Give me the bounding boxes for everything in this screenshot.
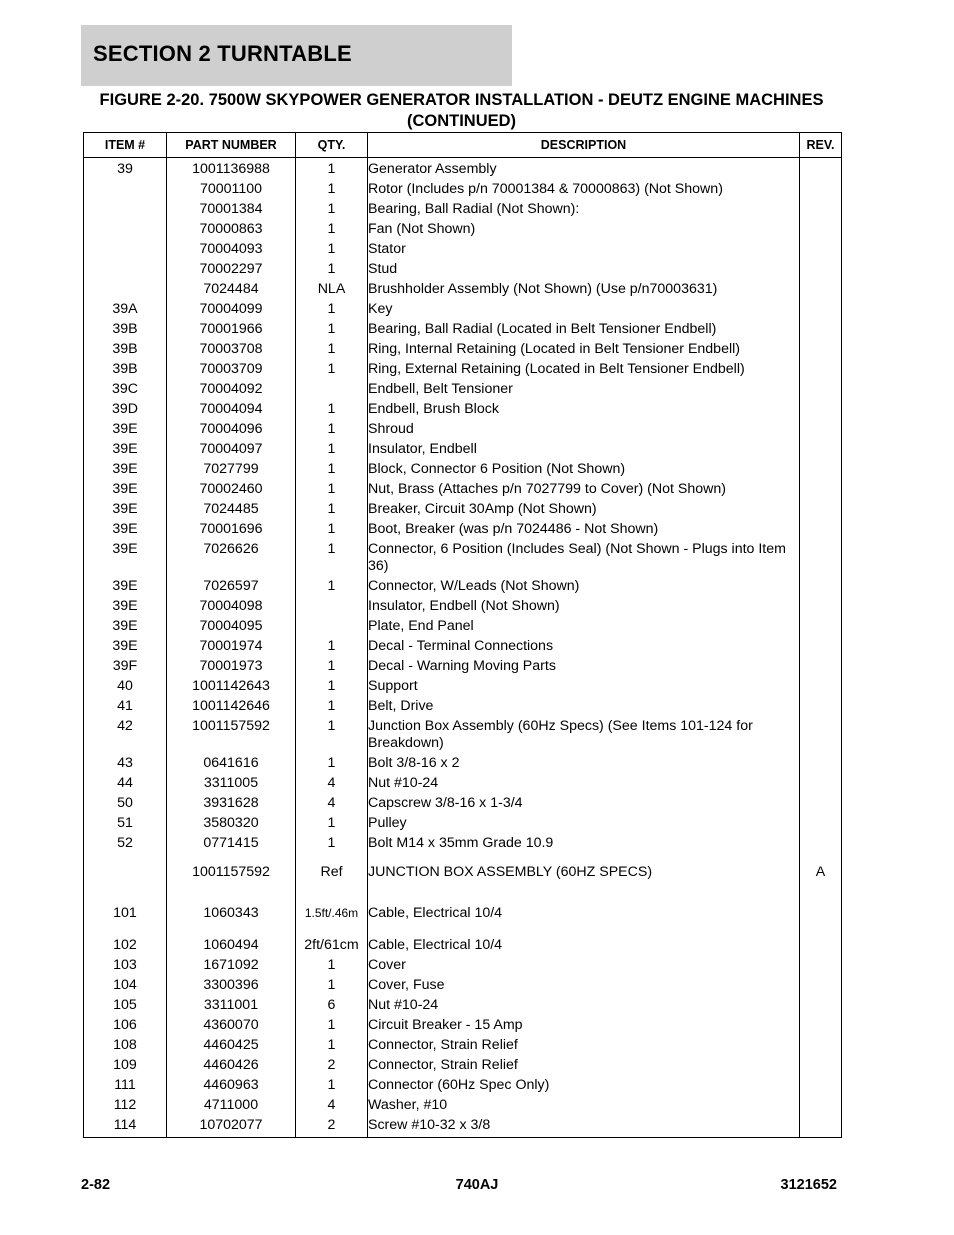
part-number-cell: 1001142643 (167, 675, 296, 695)
rev-cell (800, 615, 842, 635)
table-row (84, 1014, 842, 1034)
item-cell: 42 (84, 715, 167, 752)
part-number-cell: 3580320 (167, 812, 296, 832)
description-cell: Pulley (368, 812, 800, 832)
item-cell (84, 198, 167, 218)
column-header-part-number: PART NUMBER (167, 133, 296, 158)
part-number-cell: 70004092 (167, 378, 296, 398)
rev-cell (800, 258, 842, 278)
item-cell: 41 (84, 695, 167, 715)
qty-cell: 1 (296, 655, 368, 675)
rev-cell (800, 752, 842, 772)
qty-cell: 1 (296, 1074, 368, 1094)
part-number-cell: 70004098 (167, 595, 296, 615)
table-row (84, 458, 842, 478)
description-cell: Cover (368, 954, 800, 974)
rev-cell (800, 298, 842, 318)
rev-cell: A (800, 852, 842, 893)
qty-cell: 1 (296, 1034, 368, 1054)
item-cell (84, 238, 167, 258)
part-number-cell: 1060343 (167, 893, 296, 934)
item-cell (84, 178, 167, 198)
qty-cell: 4 (296, 792, 368, 812)
item-cell: 39E (84, 498, 167, 518)
table-row (84, 258, 842, 278)
item-cell: 111 (84, 1074, 167, 1094)
description-cell: Decal - Warning Moving Parts (368, 655, 800, 675)
item-cell: 39E (84, 518, 167, 538)
part-number-cell: 0641616 (167, 752, 296, 772)
description-cell: Bolt M14 x 35mm Grade 10.9 (368, 832, 800, 852)
description-cell: Connector, Strain Relief (368, 1054, 800, 1074)
rev-cell (800, 338, 842, 358)
column-header-qty: QTY. (296, 133, 368, 158)
qty-cell: 1 (296, 675, 368, 695)
rev-cell (800, 954, 842, 974)
qty-cell: 1 (296, 158, 368, 179)
description-cell: Block, Connector 6 Position (Not Shown) (368, 458, 800, 478)
rev-cell (800, 1054, 842, 1074)
item-cell: 104 (84, 974, 167, 994)
qty-cell: 2 (296, 1114, 368, 1134)
item-cell: 39E (84, 635, 167, 655)
table-row (84, 538, 842, 575)
qty-cell: 1 (296, 218, 368, 238)
table-row (84, 198, 842, 218)
item-cell: 39E (84, 438, 167, 458)
table-row (84, 1054, 842, 1074)
item-cell: 40 (84, 675, 167, 695)
description-cell: Junction Box Assembly (60Hz Specs) (See Items 101-124 for Breakdown) (368, 715, 800, 752)
qty-cell: 1 (296, 832, 368, 852)
table-row (84, 378, 842, 398)
table-row (84, 715, 842, 752)
item-cell: 102 (84, 934, 167, 954)
table-row (84, 752, 842, 772)
table-row (84, 398, 842, 418)
rev-cell (800, 278, 842, 298)
footer-page-number: 2-82 (81, 1177, 111, 1193)
part-number-cell: 3931628 (167, 792, 296, 812)
table-row (84, 575, 842, 595)
table-row (84, 595, 842, 615)
description-cell: Endbell, Belt Tensioner (368, 378, 800, 398)
part-number-cell: 4711000 (167, 1094, 296, 1114)
part-number-cell: 1001142646 (167, 695, 296, 715)
item-cell: 114 (84, 1114, 167, 1134)
rev-cell (800, 635, 842, 655)
item-cell: 39E (84, 615, 167, 635)
table-row (84, 358, 842, 378)
part-number-cell: 1060494 (167, 934, 296, 954)
part-number-cell: 70004095 (167, 615, 296, 635)
part-number-cell: 3311005 (167, 772, 296, 792)
rev-cell (800, 438, 842, 458)
rev-cell (800, 218, 842, 238)
description-cell: Connector (60Hz Spec Only) (368, 1074, 800, 1094)
item-cell (84, 852, 167, 893)
table-row (84, 1114, 842, 1134)
item-cell: 39E (84, 478, 167, 498)
filler-cell (84, 1134, 167, 1137)
item-cell: 52 (84, 832, 167, 852)
rev-cell (800, 198, 842, 218)
description-cell: Circuit Breaker - 15 Amp (368, 1014, 800, 1034)
description-cell: Bearing, Ball Radial (Not Shown): (368, 198, 800, 218)
qty-cell: 1 (296, 575, 368, 595)
qty-cell: 4 (296, 1094, 368, 1114)
part-number-cell: 70004097 (167, 438, 296, 458)
qty-cell: 1 (296, 1014, 368, 1034)
description-cell: Insulator, Endbell (Not Shown) (368, 595, 800, 615)
item-cell: 39B (84, 318, 167, 338)
item-cell: 105 (84, 994, 167, 1014)
table-row (84, 218, 842, 238)
qty-cell: 1 (296, 715, 368, 752)
description-cell: Rotor (Includes p/n 70001384 & 70000863) (Not Shown) (368, 178, 800, 198)
part-number-cell: 70004093 (167, 238, 296, 258)
qty-cell: 1 (296, 478, 368, 498)
figure-title (80, 90, 843, 132)
item-cell: 43 (84, 752, 167, 772)
part-number-cell: 4360070 (167, 1014, 296, 1034)
description-cell: Cable, Electrical 10/4 (368, 893, 800, 934)
column-header-item: ITEM # (84, 133, 167, 158)
table-row (84, 438, 842, 458)
description-cell: Breaker, Circuit 30Amp (Not Shown) (368, 498, 800, 518)
part-number-cell: 70002297 (167, 258, 296, 278)
part-number-cell: 70004096 (167, 418, 296, 438)
item-cell: 106 (84, 1014, 167, 1034)
qty-cell: 2ft/61cm (296, 934, 368, 954)
part-number-cell: 70001100 (167, 178, 296, 198)
qty-cell: NLA (296, 278, 368, 298)
table-row (84, 852, 842, 893)
description-cell: Boot, Breaker (was p/n 7024486 - Not Shown) (368, 518, 800, 538)
description-cell: Key (368, 298, 800, 318)
rev-cell (800, 994, 842, 1014)
table-row (84, 934, 842, 954)
item-cell (84, 278, 167, 298)
description-cell: Ring, Internal Retaining (Located in Belt Tensioner Endbell) (368, 338, 800, 358)
figure-title-line2: (CONTINUED) (406, 112, 517, 130)
description-cell: Bearing, Ball Radial (Located in Belt Tensioner Endbell) (368, 318, 800, 338)
rev-cell (800, 695, 842, 715)
item-cell: 44 (84, 772, 167, 792)
rev-cell (800, 378, 842, 398)
description-cell: Screw #10-32 x 3/8 (368, 1114, 800, 1134)
rev-cell (800, 418, 842, 438)
qty-cell (296, 615, 368, 635)
item-cell: 51 (84, 812, 167, 832)
description-cell: JUNCTION BOX ASSEMBLY (60HZ SPECS) (368, 852, 800, 893)
table-row (84, 238, 842, 258)
item-cell: 39E (84, 538, 167, 575)
table-row (84, 158, 842, 179)
qty-cell: 1 (296, 298, 368, 318)
table-row (84, 478, 842, 498)
description-cell: Belt, Drive (368, 695, 800, 715)
table-header-row (84, 133, 842, 158)
filler-cell (167, 1134, 296, 1137)
item-cell (84, 218, 167, 238)
section-header-bar (81, 25, 512, 86)
qty-cell: 1 (296, 438, 368, 458)
footer-doc-number: 3121652 (780, 1177, 837, 1193)
description-cell: Ring, External Retaining (Located in Belt Tensioner Endbell) (368, 358, 800, 378)
rev-cell (800, 1074, 842, 1094)
description-cell: Insulator, Endbell (368, 438, 800, 458)
description-cell: Bolt 3/8-16 x 2 (368, 752, 800, 772)
part-number-cell: 70001973 (167, 655, 296, 675)
description-cell: Capscrew 3/8-16 x 1-3/4 (368, 792, 800, 812)
part-number-cell: 7024484 (167, 278, 296, 298)
table-row (84, 1074, 842, 1094)
rev-cell (800, 358, 842, 378)
description-cell: Plate, End Panel (368, 615, 800, 635)
item-cell: 39 (84, 158, 167, 179)
part-number-cell: 70001974 (167, 635, 296, 655)
filler-cell (800, 1134, 842, 1137)
description-cell: Cable, Electrical 10/4 (368, 934, 800, 954)
description-cell: Stud (368, 258, 800, 278)
rev-cell (800, 575, 842, 595)
qty-cell (296, 595, 368, 615)
item-cell: 39E (84, 418, 167, 438)
description-cell: Generator Assembly (368, 158, 800, 179)
item-cell: 39F (84, 655, 167, 675)
part-number-cell: 70003708 (167, 338, 296, 358)
description-cell: Shroud (368, 418, 800, 438)
qty-cell: 1 (296, 538, 368, 575)
rev-cell (800, 238, 842, 258)
rev-cell (800, 318, 842, 338)
description-cell: Nut, Brass (Attaches p/n 7027799 to Cover) (Not Shown) (368, 478, 800, 498)
description-cell: Connector, 6 Position (Includes Seal) (Not Shown - Plugs into Item 36) (368, 538, 800, 575)
item-cell: 39B (84, 358, 167, 378)
rev-cell (800, 832, 842, 852)
part-number-cell: 1001157592 (167, 715, 296, 752)
figure-title-line1: FIGURE 2-20. 7500W SKYPOWER GENERATOR INSTALLATION - DEUTZ ENGINE MACHINES (99, 91, 824, 109)
item-cell: 112 (84, 1094, 167, 1114)
rev-cell (800, 178, 842, 198)
description-cell: Fan (Not Shown) (368, 218, 800, 238)
rev-cell (800, 158, 842, 179)
rev-cell (800, 812, 842, 832)
qty-cell: Ref (296, 852, 368, 893)
qty-cell: 1 (296, 238, 368, 258)
description-cell: Brushholder Assembly (Not Shown) (Use p/n70003631) (368, 278, 800, 298)
part-number-cell: 3311001 (167, 994, 296, 1014)
footer-model: 740AJ (455, 1177, 499, 1193)
rev-cell (800, 934, 842, 954)
rev-cell (800, 893, 842, 934)
parts-table (83, 132, 842, 1138)
rev-cell (800, 498, 842, 518)
qty-cell: 4 (296, 772, 368, 792)
part-number-cell: 7026626 (167, 538, 296, 575)
rev-cell (800, 1034, 842, 1054)
table-row (84, 615, 842, 635)
qty-cell: 1 (296, 974, 368, 994)
item-cell: 39C (84, 378, 167, 398)
qty-cell: 1 (296, 752, 368, 772)
item-cell: 109 (84, 1054, 167, 1074)
qty-cell: 1.5ft/.46m (296, 893, 368, 934)
part-number-cell: 10702077 (167, 1114, 296, 1134)
table-row (84, 1034, 842, 1054)
rev-cell (800, 655, 842, 675)
part-number-cell: 70001696 (167, 518, 296, 538)
qty-cell: 1 (296, 358, 368, 378)
part-number-cell: 70001966 (167, 318, 296, 338)
qty-cell: 1 (296, 695, 368, 715)
table-row (84, 893, 842, 934)
table-row (84, 1094, 842, 1114)
description-cell: Connector, W/Leads (Not Shown) (368, 575, 800, 595)
table-row (84, 498, 842, 518)
column-header-description: DESCRIPTION (368, 133, 800, 158)
item-cell: 50 (84, 792, 167, 812)
part-number-cell: 3300396 (167, 974, 296, 994)
table-row (84, 812, 842, 832)
qty-cell: 1 (296, 635, 368, 655)
table-row (84, 655, 842, 675)
description-cell: Endbell, Brush Block (368, 398, 800, 418)
qty-cell: 2 (296, 1054, 368, 1074)
description-cell: Stator (368, 238, 800, 258)
description-cell: Nut #10-24 (368, 772, 800, 792)
item-cell: 108 (84, 1034, 167, 1054)
rev-cell (800, 595, 842, 615)
part-number-cell: 7026597 (167, 575, 296, 595)
section-title: SECTION 2 TURNTABLE (93, 41, 352, 66)
part-number-cell: 70004099 (167, 298, 296, 318)
item-cell: 39E (84, 458, 167, 478)
table-row (84, 994, 842, 1014)
qty-cell: 1 (296, 318, 368, 338)
part-number-cell: 70004094 (167, 398, 296, 418)
table-row (84, 635, 842, 655)
part-number-cell: 4460425 (167, 1034, 296, 1054)
rev-cell (800, 478, 842, 498)
qty-cell: 1 (296, 458, 368, 478)
part-number-cell: 1671092 (167, 954, 296, 974)
rev-cell (800, 398, 842, 418)
rev-cell (800, 1014, 842, 1034)
filler-cell (368, 1134, 800, 1137)
rev-cell (800, 1094, 842, 1114)
part-number-cell: 4460963 (167, 1074, 296, 1094)
part-number-cell: 70002460 (167, 478, 296, 498)
rev-cell (800, 538, 842, 575)
table-row (84, 298, 842, 318)
description-cell: Connector, Strain Relief (368, 1034, 800, 1054)
rev-cell (800, 974, 842, 994)
table-row (84, 338, 842, 358)
table-row (84, 832, 842, 852)
qty-cell: 6 (296, 994, 368, 1014)
rev-cell (800, 458, 842, 478)
part-number-cell: 1001136988 (167, 158, 296, 179)
filler-cell (296, 1134, 368, 1137)
item-cell: 103 (84, 954, 167, 974)
parts-table-body (84, 158, 842, 1138)
table-row (84, 974, 842, 994)
qty-cell: 1 (296, 498, 368, 518)
table-row (84, 695, 842, 715)
table-row (84, 792, 842, 812)
table-row (84, 418, 842, 438)
table-row (84, 954, 842, 974)
part-number-cell: 1001157592 (167, 852, 296, 893)
item-cell: 39B (84, 338, 167, 358)
rev-cell (800, 518, 842, 538)
item-cell: 39E (84, 575, 167, 595)
description-cell: Support (368, 675, 800, 695)
item-cell (84, 258, 167, 278)
part-number-cell: 7027799 (167, 458, 296, 478)
table-row (84, 318, 842, 338)
qty-cell: 1 (296, 178, 368, 198)
qty-cell: 1 (296, 418, 368, 438)
qty-cell: 1 (296, 954, 368, 974)
description-cell: Washer, #10 (368, 1094, 800, 1114)
part-number-cell: 4460426 (167, 1054, 296, 1074)
part-number-cell: 70000863 (167, 218, 296, 238)
table-filler-row (84, 1134, 842, 1137)
table-row (84, 178, 842, 198)
rev-cell (800, 675, 842, 695)
qty-cell: 1 (296, 398, 368, 418)
description-cell: Nut #10-24 (368, 994, 800, 1014)
description-cell: Cover, Fuse (368, 974, 800, 994)
table-row (84, 518, 842, 538)
qty-cell: 1 (296, 518, 368, 538)
item-cell: 39A (84, 298, 167, 318)
part-number-cell: 70003709 (167, 358, 296, 378)
rev-cell (800, 1114, 842, 1134)
qty-cell: 1 (296, 812, 368, 832)
qty-cell: 1 (296, 258, 368, 278)
rev-cell (800, 792, 842, 812)
part-number-cell: 7024485 (167, 498, 296, 518)
table-row (84, 675, 842, 695)
qty-cell: 1 (296, 338, 368, 358)
column-header-rev: REV. (800, 133, 842, 158)
table-row (84, 772, 842, 792)
item-cell: 101 (84, 893, 167, 934)
rev-cell (800, 715, 842, 752)
item-cell: 39D (84, 398, 167, 418)
table-row (84, 278, 842, 298)
description-cell: Decal - Terminal Connections (368, 635, 800, 655)
qty-cell: 1 (296, 198, 368, 218)
part-number-cell: 0771415 (167, 832, 296, 852)
rev-cell (800, 772, 842, 792)
qty-cell (296, 378, 368, 398)
part-number-cell: 70001384 (167, 198, 296, 218)
item-cell: 39E (84, 595, 167, 615)
